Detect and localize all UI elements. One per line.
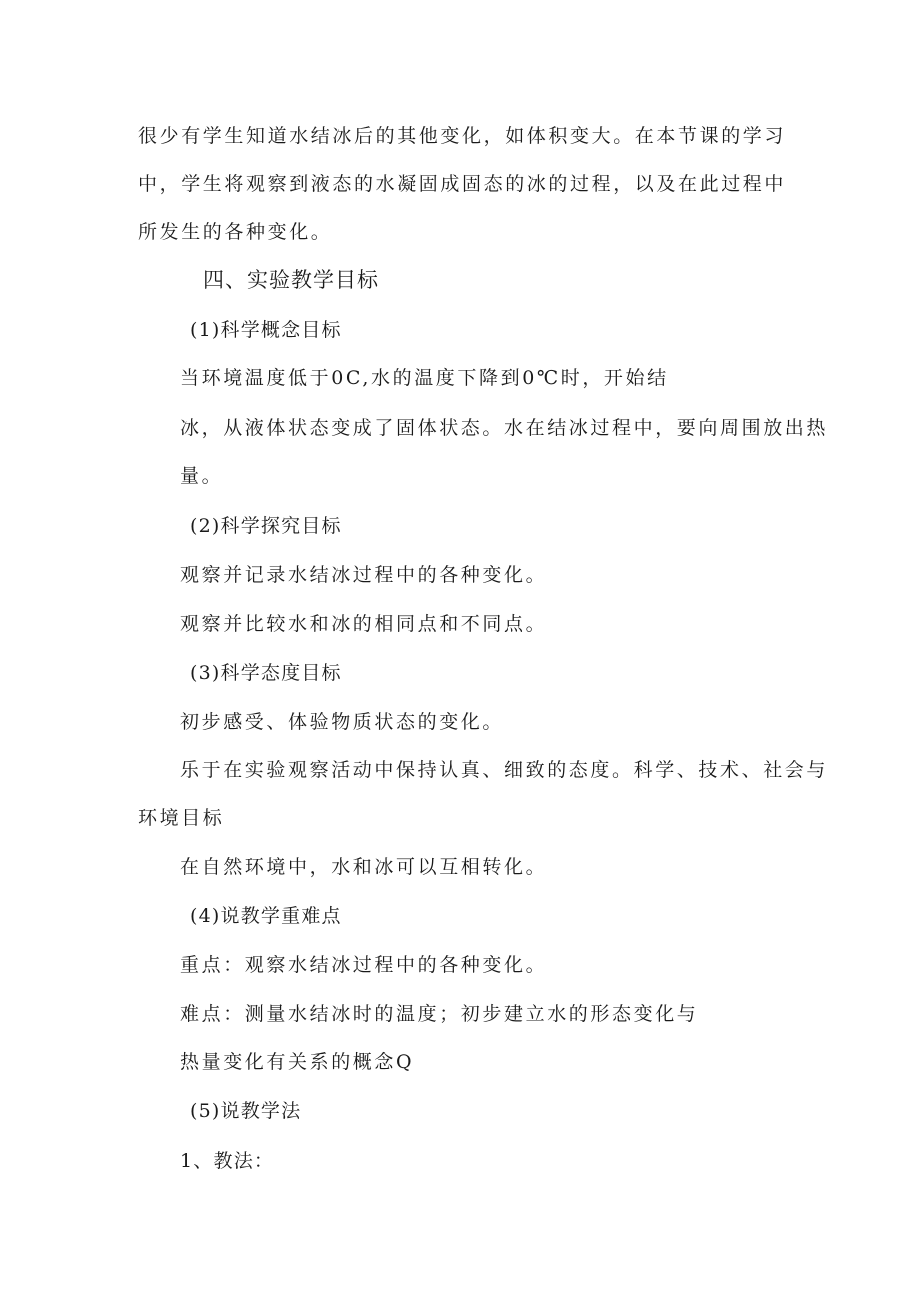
subheading-attitude-goal: (3)科学态度目标 [190, 662, 342, 684]
concept-line-3: 量。 [180, 465, 224, 487]
attitude-line-1: 初步感受、体验物质状态的变化。 [180, 711, 505, 733]
key-point-line: 重点：观察水结冰过程中的各种变化。 [180, 954, 548, 976]
concept-line-2: 冰，从液体状态变成了固体状态。水在结冰过程中，要向周围放出热 [180, 417, 829, 439]
attitude-line-2: 乐于在实验观察活动中保持认真、细致的态度。科学、技术、社会与 [180, 759, 829, 781]
attitude-line-4: 在自然环境中，水和冰可以互相转化。 [180, 856, 548, 878]
difficulty-line-2: 热量变化有关系的概念Q [180, 1051, 415, 1073]
teaching-method-item-1: 1、教法： [180, 1150, 275, 1172]
paragraph-line-2: 中，学生将观察到液态的水凝固成固态的冰的过程，以及在此过程中 [138, 173, 787, 195]
paragraph-line-3: 所发生的各种变化。 [138, 221, 333, 243]
attitude-line-3: 环境目标 [138, 807, 225, 829]
difficulty-line-1: 难点：测量水结冰时的温度；初步建立水的形态变化与 [180, 1003, 699, 1025]
subheading-concept-goal: (1)科学概念目标 [190, 319, 342, 341]
section-heading-objectives: 四、实验教学目标 [203, 268, 379, 292]
subheading-teaching-method: (5)说教学法 [190, 1100, 302, 1122]
inquiry-line-1: 观察并记录水结冰过程中的各种变化。 [180, 564, 548, 586]
subheading-key-points: (4)说教学重难点 [190, 905, 342, 927]
inquiry-line-2: 观察并比较水和冰的相同点和不同点。 [180, 613, 548, 635]
subheading-inquiry-goal: (2)科学探究目标 [190, 515, 342, 537]
concept-line-1: 当环境温度低于0C,水的温度下降到0℃时，开始结 [180, 367, 669, 389]
paragraph-line-1: 很少有学生知道水结冰后的其他变化，如体积变大。在本节课的学习 [138, 125, 787, 147]
